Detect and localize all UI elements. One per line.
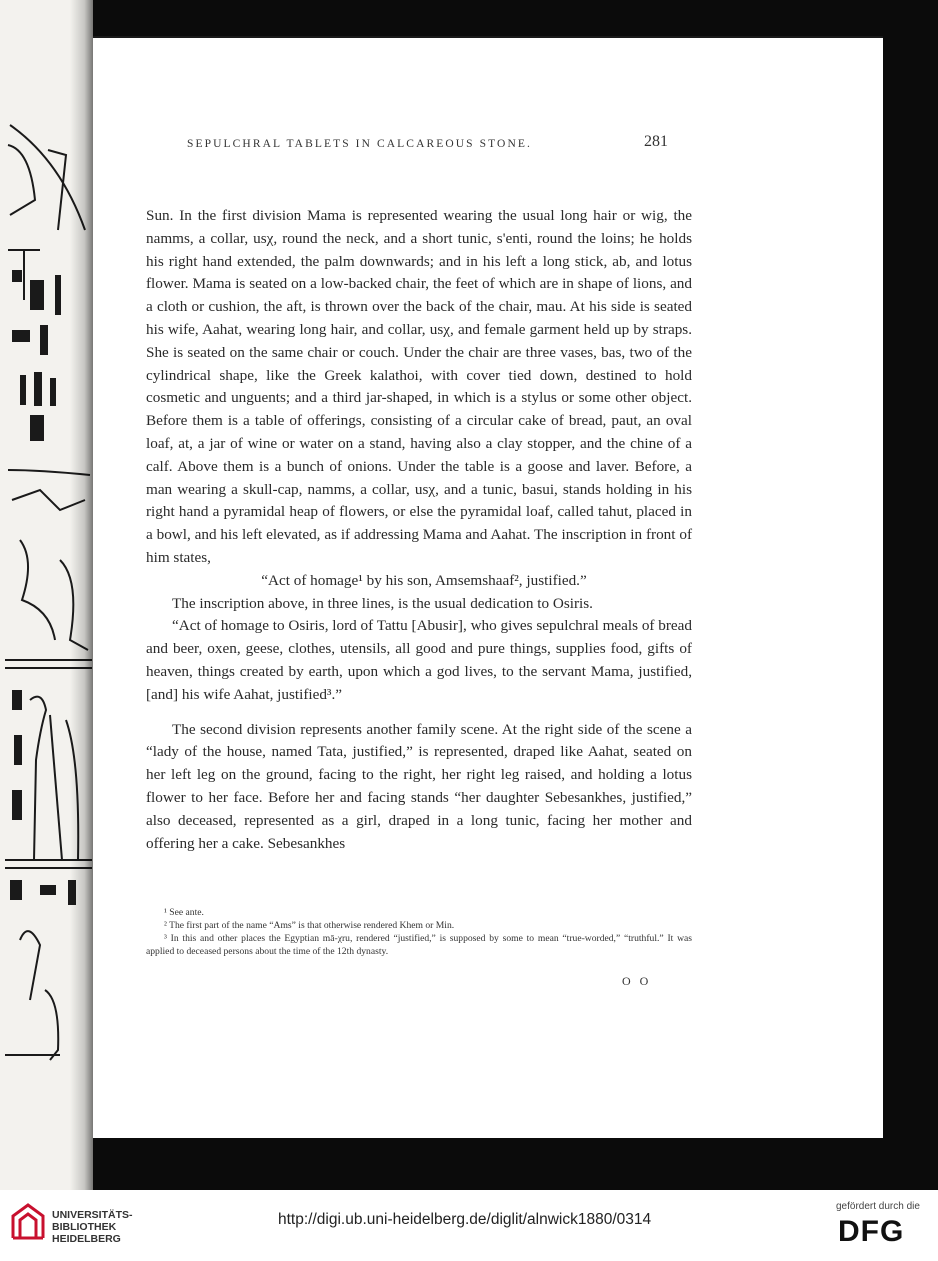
library-name[interactable] bbox=[52, 1209, 133, 1245]
top-page-edge bbox=[93, 36, 883, 38]
funded-by-label: gefördert durch die bbox=[836, 1201, 920, 1212]
paragraph-second-division: The second division represents another family scene. At the right side of the scene a “lady of the house, named Tata, justified,” is represented, draped like Aahat, seated on her left leg on the ground, facing to the right, her right leg raised, and holding a lotus flower to her face. Before her and facing stands “her daughter Sebesankhes, justified,” also deceased, represented as a girl, draped in a long tunic, facing her mother and offering her a cake. Sebesankhes bbox=[146, 720, 692, 852]
left-page-fragment bbox=[0, 0, 93, 1190]
dfg-logo[interactable]: DFG bbox=[838, 1215, 905, 1248]
body-text bbox=[146, 205, 692, 855]
running-header: SEPULCHRAL TABLETS IN CALCAREOUS STONE. bbox=[187, 138, 532, 150]
printer-signature: O O bbox=[622, 974, 652, 988]
footnote-3: ³ In this and other places the Egyptian mā-χru, rendered “justified,” is supposed by some to mean “true-worded,” “truthful.” It was applied to deceased persons about the time of the 12th dynasty. bbox=[146, 933, 692, 957]
heidelberg-library-logo-icon[interactable] bbox=[10, 1202, 46, 1242]
library-name-line: UNIVERSITÄTS- bbox=[52, 1209, 133, 1221]
quote-homage: “Act of homage¹ by his son, Amsemshaaf², justified.” bbox=[261, 571, 587, 589]
paragraph-inscription-above: The inscription above, in three lines, is the usual dedication to Osiris. bbox=[172, 594, 593, 612]
paragraph-osiris-dedication: “Act of homage to Osiris, lord of Tattu [Abusir], who gives sepulchral meals of bread and beer, oxen, geese, clothes, utensils, all good and pure things, supplies food, gifts of heaven, things created by earth, upon which a god lives, to the servant Mama, justified, [and] his wife Aahat, justified³.” bbox=[146, 617, 692, 703]
paragraph-mama-description: Sun. In the first division Mama is represented wearing the usual long hair or wig, the namms, a collar, usχ, round the neck, and a short tunic, s'enti, round the loins; he holds his right hand extended, the palm downwards; and in his left a long stick, ab, and lotus flower. Mama is seated on a low-backed chair, the feet of which are in shape of lions, and a cloth or cushion, the aft, is thrown over the back of the chair, mau. At his side is seated his wife, Aahat, wearing long hair, and collar, usχ, and female garment held up by straps. She is seated on the same chair or couch. Under the chair are three vases, bas, two of the cylindrical shape, like the Greek kalathoi, with cover tied down, destined to hold cosmetic and unguents; and a third jar-shaped, in which is a stylus or some other object. Before them is a table of offerings, consisting of a circular cake of bread, paut, an oval loaf, at, a jar of wine or water on a stand, having also a clay stopper, and the chine of a calf. Above them is a bunch of onions. Under the table is a goose and laver. Before, a man wearing a skull-cap, namms, a collar, usχ, and a tunic, basui, stands holding in his right hand a pyramidal heap of flowers, or else the pyramidal loaf, called tahut, placed in a bowl, and his left elevated, as if addressing Mama and Aahat. The inscription in front of him states, bbox=[146, 207, 692, 566]
page-number: 281 bbox=[644, 133, 668, 150]
footnotes bbox=[146, 906, 692, 958]
viewer-footer bbox=[0, 1190, 938, 1261]
library-name-line: HEIDELBERG bbox=[52, 1233, 121, 1245]
footnote-1: ¹ See ante. bbox=[164, 907, 204, 918]
library-name-line: BIBLIOTHEK bbox=[52, 1221, 117, 1233]
book-gutter-shadow bbox=[70, 0, 93, 1190]
page-url-link[interactable]: http://digi.ub.uni-heidelberg.de/diglit/alnwick1880/0314 bbox=[278, 1211, 652, 1228]
footnote-2: ² The first part of the name “Ams” is that otherwise rendered Khem or Min. bbox=[164, 920, 455, 931]
